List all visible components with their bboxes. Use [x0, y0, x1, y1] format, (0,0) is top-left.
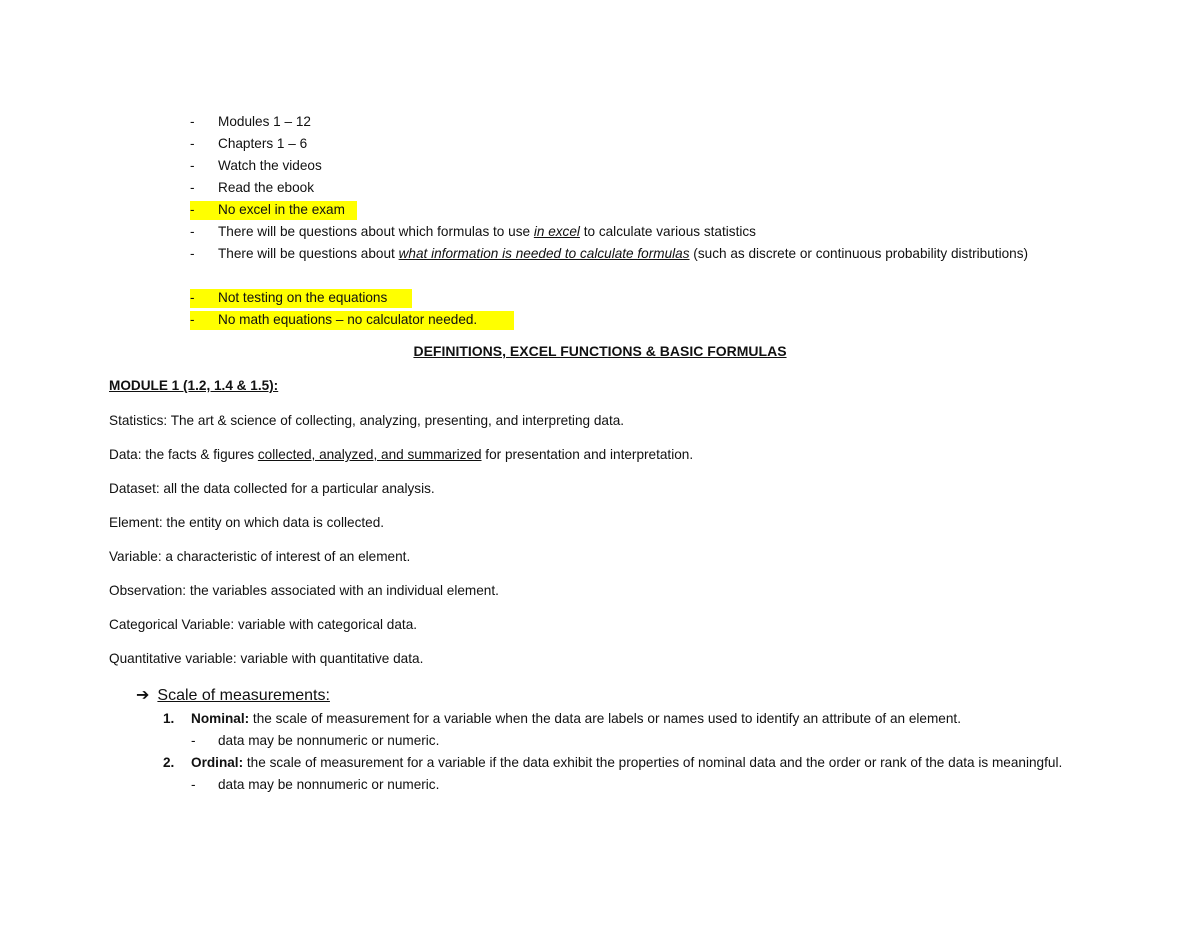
bullet-dash: - [191, 733, 196, 748]
bullet-dash: - [191, 777, 196, 792]
sub-item-text: data may be nonnumeric or numeric. [218, 733, 440, 748]
item-number: 2. [163, 755, 175, 770]
bullet-text-pre: There will be questions about [218, 246, 399, 261]
list-item [190, 155, 1090, 177]
item-description: the scale of measurement for a variable when the data are labels or names used to identify an attribute of an element. [249, 711, 961, 726]
bullet-text: Not testing on the equations [218, 290, 388, 305]
definition-underlined: collected, analyzed, and summarized [257, 447, 482, 462]
definition-observation: Observation: the variables associated with an individual element. [109, 583, 499, 598]
scale-item-nominal [163, 708, 1093, 730]
bullet-dash: - [190, 114, 195, 129]
bullet-text: Modules 1 – 12 [218, 114, 311, 129]
bullet-text: Watch the videos [218, 158, 322, 173]
definition-statistics: Statistics: The art & science of collecting, analyzing, presenting, and interpreting data. [109, 413, 625, 428]
definition-text-pre: Data: the facts & figures [109, 447, 258, 462]
definition-dataset: Dataset: all the data collected for a particular analysis. [109, 481, 435, 496]
bullet-dash: - [190, 224, 195, 239]
top-bullet-list [190, 111, 1090, 331]
definition-text-post: for presentation and interpretation. [481, 447, 694, 462]
item-description: the scale of measurement for a variable if the data exhibit the properties of nominal data and the order or rank of the data is meaningful. [243, 755, 1063, 770]
bullet-text-pre: There will be questions about which formulas to use [218, 224, 534, 239]
scale-heading [136, 685, 330, 705]
definition-categorical-variable: Categorical Variable: variable with categorical data. [109, 617, 418, 632]
list-item [190, 243, 1090, 287]
bullet-dash: - [190, 158, 195, 173]
list-item-highlighted [190, 199, 1090, 221]
list-item [190, 111, 1090, 133]
module-title: MODULE 1 (1.2, 1.4 & 1.5): [109, 378, 279, 393]
bullet-dash: - [190, 290, 195, 305]
list-item [190, 133, 1090, 155]
section-heading: DEFINITIONS, EXCEL FUNCTIONS & BASIC FORMULAS [413, 343, 787, 359]
scale-item-ordinal [163, 752, 1093, 774]
scale-heading-label: Scale of measurements: [157, 687, 330, 704]
bullet-text: No math equations – no calculator needed. [218, 312, 478, 327]
bullet-text: Read the ebook [218, 180, 314, 195]
list-item-highlighted [190, 287, 1090, 309]
list-item-highlighted [190, 309, 1090, 331]
sub-list-item [163, 774, 1093, 796]
item-term: Nominal: [191, 711, 250, 726]
sub-item-text: data may be nonnumeric or numeric. [218, 777, 440, 792]
bullet-text-emphasis: in excel [533, 224, 580, 239]
sub-list-item [163, 730, 1093, 752]
bullet-dash: - [190, 180, 195, 195]
item-term: Ordinal: [191, 755, 244, 770]
bullet-text: No excel in the exam [218, 202, 345, 217]
bullet-dash: - [190, 312, 195, 327]
bullet-text-post: (such as discrete or continuous probability distributions) [689, 246, 1029, 261]
definition-element: Element: the entity on which data is collected. [109, 515, 385, 530]
scale-list [163, 708, 1093, 796]
list-item [190, 221, 1090, 243]
arrow-right-icon: ➔ [136, 687, 150, 704]
bullet-text-post: to calculate various statistics [579, 224, 756, 239]
bullet-text: Chapters 1 – 6 [218, 136, 308, 151]
definition-variable: Variable: a characteristic of interest of an element. [109, 549, 411, 564]
bullet-dash: - [190, 202, 195, 217]
bullet-text-emphasis: what information is needed to calculate formulas [398, 246, 690, 261]
definition-quantitative-variable: Quantitative variable: variable with quantitative data. [109, 651, 424, 666]
definition-data [109, 447, 693, 462]
bullet-dash: - [190, 246, 195, 261]
list-item [190, 177, 1090, 199]
bullet-dash: - [190, 136, 195, 151]
item-number: 1. [163, 711, 175, 726]
